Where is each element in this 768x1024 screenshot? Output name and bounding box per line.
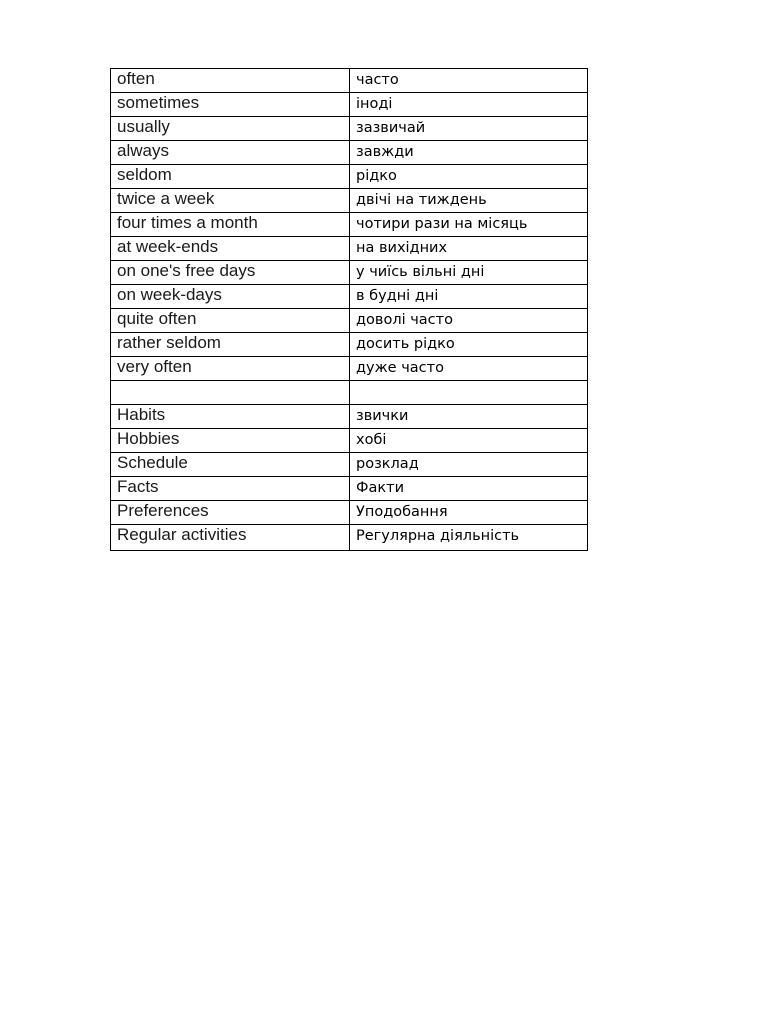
english-term: usually bbox=[111, 117, 350, 141]
table-row bbox=[111, 405, 588, 429]
table-row bbox=[111, 165, 588, 189]
table-row bbox=[111, 237, 588, 261]
english-term: four times a month bbox=[111, 213, 350, 237]
english-term: on week-days bbox=[111, 285, 350, 309]
english-term: Preferences bbox=[111, 501, 350, 525]
table-row bbox=[111, 309, 588, 333]
ukrainian-translation: двічі на тиждень bbox=[350, 189, 588, 213]
table-row bbox=[111, 189, 588, 213]
ukrainian-translation: досить рідко bbox=[350, 333, 588, 357]
table-row bbox=[111, 69, 588, 93]
english-term bbox=[111, 381, 350, 405]
english-term: rather seldom bbox=[111, 333, 350, 357]
table-row bbox=[111, 213, 588, 237]
ukrainian-translation: Факти bbox=[350, 477, 588, 501]
english-term: twice a week bbox=[111, 189, 350, 213]
table-row bbox=[111, 429, 588, 453]
ukrainian-translation: розклад bbox=[350, 453, 588, 477]
table-row bbox=[111, 453, 588, 477]
ukrainian-translation: у чиїсь вільні дні bbox=[350, 261, 588, 285]
ukrainian-translation: чотири рази на місяць bbox=[350, 213, 588, 237]
table-row bbox=[111, 501, 588, 525]
ukrainian-translation: іноді bbox=[350, 93, 588, 117]
ukrainian-translation: в будні дні bbox=[350, 285, 588, 309]
english-term: quite often bbox=[111, 309, 350, 333]
english-term: Schedule bbox=[111, 453, 350, 477]
english-term: on one's free days bbox=[111, 261, 350, 285]
english-term: sometimes bbox=[111, 93, 350, 117]
english-term: Habits bbox=[111, 405, 350, 429]
ukrainian-translation bbox=[350, 381, 588, 405]
ukrainian-translation: звички bbox=[350, 405, 588, 429]
ukrainian-translation: на вихідних bbox=[350, 237, 588, 261]
ukrainian-translation: рідко bbox=[350, 165, 588, 189]
ukrainian-translation: хобі bbox=[350, 429, 588, 453]
table-row bbox=[111, 141, 588, 165]
english-term: seldom bbox=[111, 165, 350, 189]
english-term: Regular activities bbox=[111, 525, 350, 551]
english-term: Facts bbox=[111, 477, 350, 501]
english-term: very often bbox=[111, 357, 350, 381]
ukrainian-translation: часто bbox=[350, 69, 588, 93]
table-row-empty bbox=[111, 381, 588, 405]
table-row bbox=[111, 93, 588, 117]
vocabulary-table bbox=[110, 68, 588, 551]
table-row bbox=[111, 477, 588, 501]
ukrainian-translation: завжди bbox=[350, 141, 588, 165]
ukrainian-translation: зазвичай bbox=[350, 117, 588, 141]
english-term: at week-ends bbox=[111, 237, 350, 261]
ukrainian-translation: дуже часто bbox=[350, 357, 588, 381]
ukrainian-translation: Уподобання bbox=[350, 501, 588, 525]
table-row bbox=[111, 117, 588, 141]
ukrainian-translation: доволі часто bbox=[350, 309, 588, 333]
english-term: often bbox=[111, 69, 350, 93]
table-row bbox=[111, 261, 588, 285]
table-row bbox=[111, 285, 588, 309]
table-row bbox=[111, 333, 588, 357]
table-row bbox=[111, 357, 588, 381]
english-term: Hobbies bbox=[111, 429, 350, 453]
ukrainian-translation: Регулярна діяльність bbox=[350, 525, 588, 551]
english-term: always bbox=[111, 141, 350, 165]
table-row bbox=[111, 525, 588, 551]
